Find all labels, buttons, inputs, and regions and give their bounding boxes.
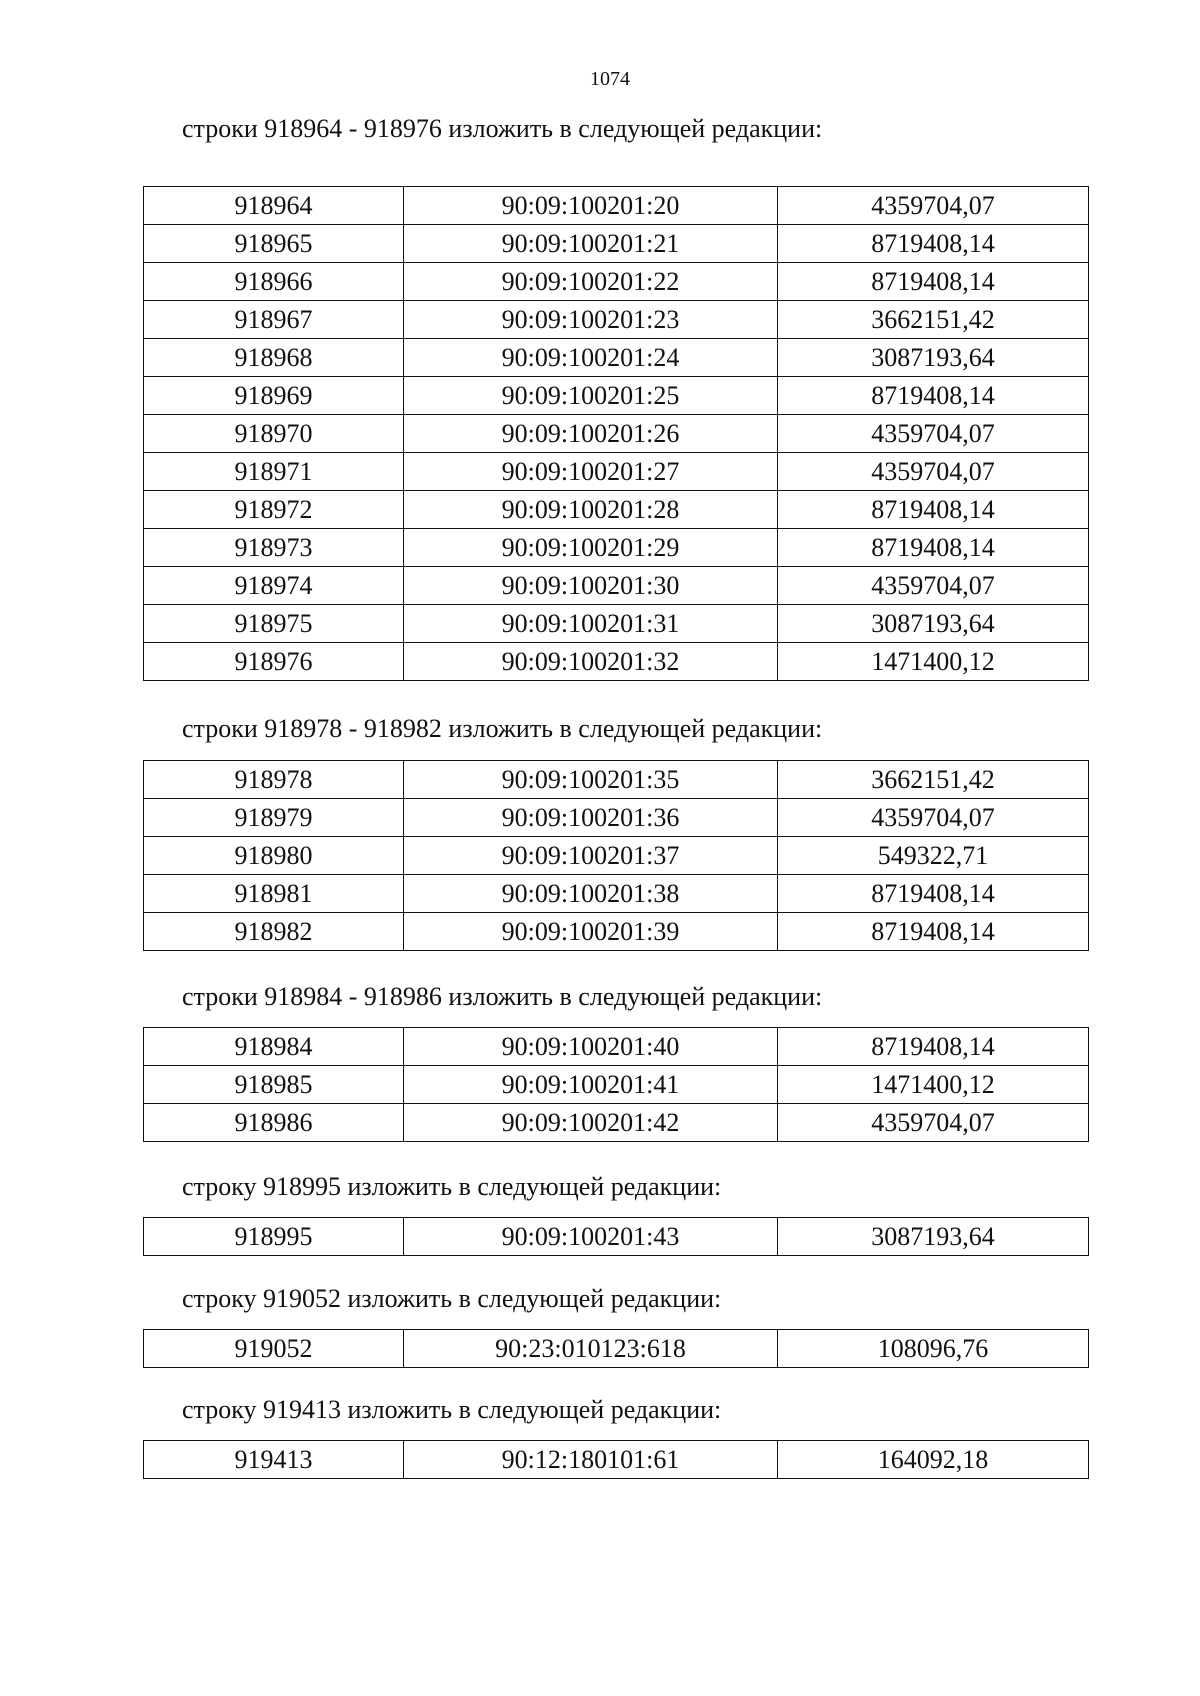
table-row <box>144 415 1089 453</box>
row-number-cell: 918972 <box>144 491 404 529</box>
value-cell: 4359704,07 <box>778 799 1089 837</box>
table-row <box>144 913 1089 951</box>
section-3 <box>143 982 1085 1142</box>
table-row <box>144 187 1089 225</box>
table-row <box>144 263 1089 301</box>
value-cell: 4359704,07 <box>778 567 1089 605</box>
value-cell: 4359704,07 <box>778 1104 1089 1142</box>
table-row <box>144 761 1089 799</box>
value-cell: 8719408,14 <box>778 529 1089 567</box>
table-row <box>144 567 1089 605</box>
value-cell: 8719408,14 <box>778 225 1089 263</box>
value-cell: 8719408,14 <box>778 377 1089 415</box>
section-1 <box>143 114 1085 681</box>
cadastral-number-cell: 90:09:100201:29 <box>404 529 778 567</box>
section-6 <box>143 1395 1085 1479</box>
cadastral-number-cell: 90:23:010123:618 <box>404 1330 778 1368</box>
value-cell: 8719408,14 <box>778 491 1089 529</box>
row-number-cell: 918995 <box>144 1218 404 1256</box>
row-number-cell: 918978 <box>144 761 404 799</box>
table-row <box>144 605 1089 643</box>
data-table <box>143 760 1089 951</box>
row-number-cell: 918984 <box>144 1028 404 1066</box>
table-row <box>144 1441 1089 1479</box>
value-cell: 3662151,42 <box>778 761 1089 799</box>
row-number-cell: 919052 <box>144 1330 404 1368</box>
row-number-cell: 918981 <box>144 875 404 913</box>
cadastral-number-cell: 90:09:100201:27 <box>404 453 778 491</box>
cadastral-number-cell: 90:09:100201:37 <box>404 837 778 875</box>
row-number-cell: 918973 <box>144 529 404 567</box>
section-heading: строку 919052 изложить в следующей редакции: <box>182 1284 722 1313</box>
row-number-cell: 918970 <box>144 415 404 453</box>
cadastral-number-cell: 90:09:100201:32 <box>404 643 778 681</box>
value-cell: 1471400,12 <box>778 643 1089 681</box>
table-row <box>144 225 1089 263</box>
value-cell: 549322,71 <box>778 837 1089 875</box>
row-number-cell: 918971 <box>144 453 404 491</box>
row-number-cell: 918966 <box>144 263 404 301</box>
cadastral-number-cell: 90:09:100201:28 <box>404 491 778 529</box>
table-row <box>144 1218 1089 1256</box>
value-cell: 8719408,14 <box>778 913 1089 951</box>
cadastral-number-cell: 90:09:100201:26 <box>404 415 778 453</box>
value-cell: 8719408,14 <box>778 875 1089 913</box>
row-number-cell: 918986 <box>144 1104 404 1142</box>
value-cell: 8719408,14 <box>778 1028 1089 1066</box>
data-table <box>143 186 1089 681</box>
value-cell: 8719408,14 <box>778 263 1089 301</box>
value-cell: 4359704,07 <box>778 453 1089 491</box>
table-row <box>144 1028 1089 1066</box>
table-row <box>144 643 1089 681</box>
table-row <box>144 1104 1089 1142</box>
cadastral-number-cell: 90:09:100201:36 <box>404 799 778 837</box>
table-row <box>144 1330 1089 1368</box>
cadastral-number-cell: 90:09:100201:21 <box>404 225 778 263</box>
cadastral-number-cell: 90:09:100201:41 <box>404 1066 778 1104</box>
row-number-cell: 918976 <box>144 643 404 681</box>
value-cell: 4359704,07 <box>778 415 1089 453</box>
value-cell: 3087193,64 <box>778 1218 1089 1256</box>
row-number-cell: 918985 <box>144 1066 404 1104</box>
value-cell: 4359704,07 <box>778 187 1089 225</box>
table-row <box>144 377 1089 415</box>
value-cell: 1471400,12 <box>778 1066 1089 1104</box>
row-number-cell: 919413 <box>144 1441 404 1479</box>
row-number-cell: 918979 <box>144 799 404 837</box>
cadastral-number-cell: 90:09:100201:30 <box>404 567 778 605</box>
value-cell: 108096,76 <box>778 1330 1089 1368</box>
table-row <box>144 301 1089 339</box>
cadastral-number-cell: 90:09:100201:23 <box>404 301 778 339</box>
data-table <box>143 1440 1089 1479</box>
cadastral-number-cell: 90:09:100201:31 <box>404 605 778 643</box>
cadastral-number-cell: 90:09:100201:38 <box>404 875 778 913</box>
value-cell: 164092,18 <box>778 1441 1089 1479</box>
section-heading: строки 918984 - 918986 изложить в следующей редакции: <box>182 982 823 1011</box>
row-number-cell: 918965 <box>144 225 404 263</box>
table-row <box>144 529 1089 567</box>
row-number-cell: 918975 <box>144 605 404 643</box>
table-row <box>144 1066 1089 1104</box>
value-cell: 3087193,64 <box>778 339 1089 377</box>
section-heading: строку 919413 изложить в следующей редакции: <box>182 1395 722 1424</box>
cadastral-number-cell: 90:12:180101:61 <box>404 1441 778 1479</box>
table-row <box>144 799 1089 837</box>
section-2 <box>143 714 1085 951</box>
cadastral-number-cell: 90:09:100201:20 <box>404 187 778 225</box>
table-row <box>144 875 1089 913</box>
table-row <box>144 339 1089 377</box>
cadastral-number-cell: 90:09:100201:24 <box>404 339 778 377</box>
row-number-cell: 918967 <box>144 301 404 339</box>
row-number-cell: 918982 <box>144 913 404 951</box>
row-number-cell: 918969 <box>144 377 404 415</box>
section-4 <box>143 1172 1085 1256</box>
row-number-cell: 918964 <box>144 187 404 225</box>
section-heading: строки 918978 - 918982 изложить в следующей редакции: <box>182 714 823 743</box>
data-table <box>143 1027 1089 1142</box>
data-table <box>143 1217 1089 1256</box>
value-cell: 3662151,42 <box>778 301 1089 339</box>
cadastral-number-cell: 90:09:100201:42 <box>404 1104 778 1142</box>
cadastral-number-cell: 90:09:100201:22 <box>404 263 778 301</box>
section-5 <box>143 1284 1085 1368</box>
value-cell: 3087193,64 <box>778 605 1089 643</box>
cadastral-number-cell: 90:09:100201:25 <box>404 377 778 415</box>
table-row <box>144 491 1089 529</box>
cadastral-number-cell: 90:09:100201:40 <box>404 1028 778 1066</box>
cadastral-number-cell: 90:09:100201:43 <box>404 1218 778 1256</box>
cadastral-number-cell: 90:09:100201:39 <box>404 913 778 951</box>
section-heading: строки 918964 - 918976 изложить в следующей редакции: <box>182 114 823 143</box>
section-heading: строку 918995 изложить в следующей редакции: <box>182 1172 722 1201</box>
row-number-cell: 918968 <box>144 339 404 377</box>
table-row <box>144 453 1089 491</box>
data-table <box>143 1329 1089 1368</box>
row-number-cell: 918974 <box>144 567 404 605</box>
row-number-cell: 918980 <box>144 837 404 875</box>
table-row <box>144 837 1089 875</box>
page-number: 1074 <box>590 68 630 90</box>
cadastral-number-cell: 90:09:100201:35 <box>404 761 778 799</box>
